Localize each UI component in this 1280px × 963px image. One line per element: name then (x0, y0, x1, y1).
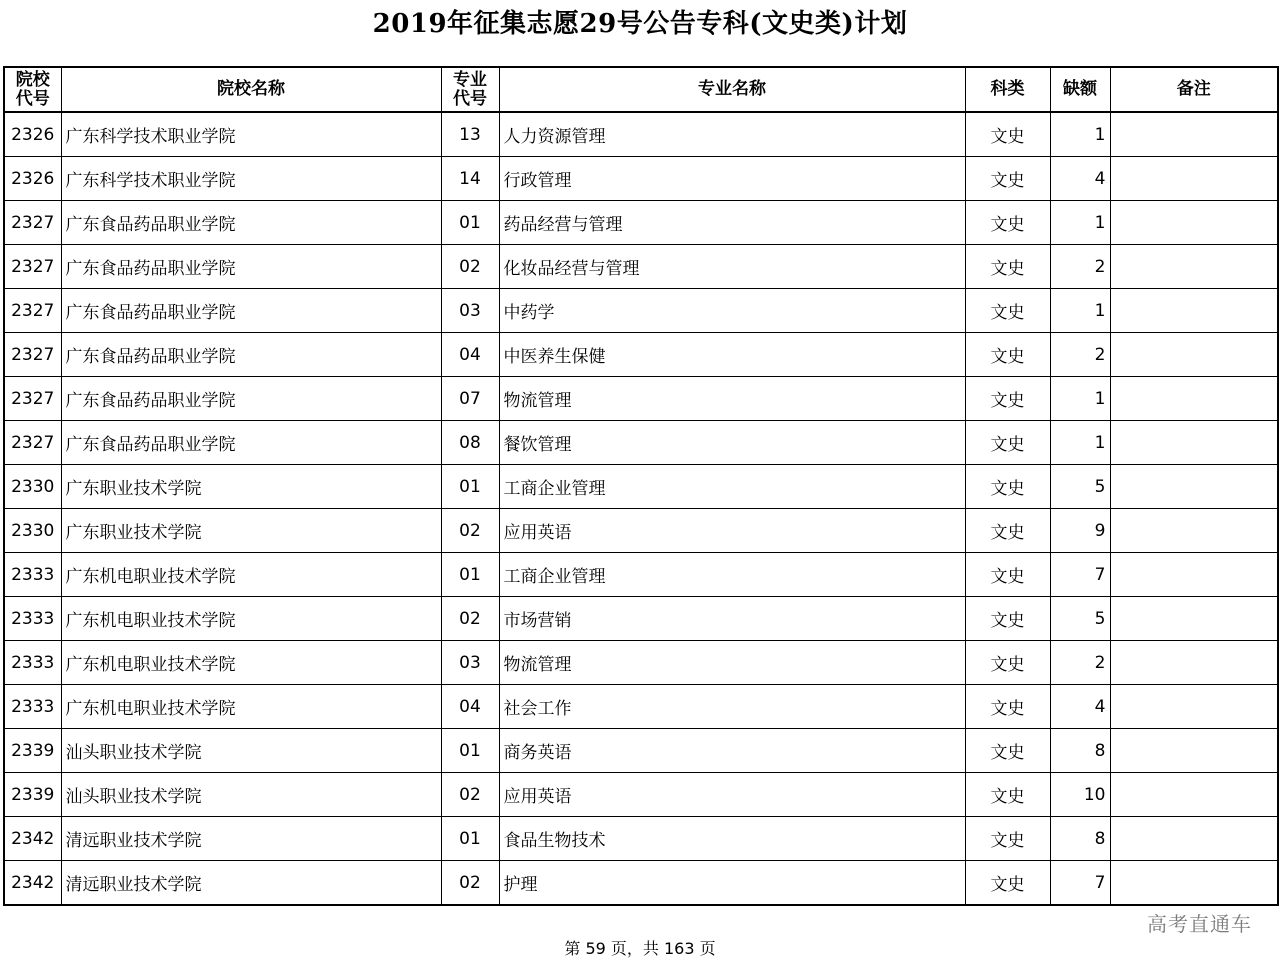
cell-major-name: 工商企业管理 (499, 465, 965, 509)
header-major-code (441, 67, 499, 112)
cell-major-name: 护理 (499, 861, 965, 906)
table-row (4, 465, 1278, 509)
cell-category: 文史 (965, 773, 1050, 817)
cell-category: 文史 (965, 553, 1050, 597)
cell-category: 文史 (965, 817, 1050, 861)
cell-quota: 7 (1050, 861, 1110, 906)
cell-major-name: 物流管理 (499, 641, 965, 685)
cell-note (1110, 597, 1278, 641)
cell-major-name: 行政管理 (499, 157, 965, 201)
cell-school-code: 2342 (4, 861, 61, 906)
table-row (4, 641, 1278, 685)
cell-category: 文史 (965, 157, 1050, 201)
cell-note (1110, 509, 1278, 553)
cell-major-name: 应用英语 (499, 773, 965, 817)
cell-note (1110, 333, 1278, 377)
table-row (4, 861, 1278, 906)
cell-quota: 1 (1050, 289, 1110, 333)
cell-quota: 5 (1050, 465, 1110, 509)
table-row (4, 421, 1278, 465)
cell-major-name: 中药学 (499, 289, 965, 333)
cell-school-code: 2333 (4, 685, 61, 729)
cell-school-name: 清远职业技术学院 (61, 861, 441, 906)
cell-note (1110, 729, 1278, 773)
cell-major-name: 物流管理 (499, 377, 965, 421)
header-school-code-label: 院校代号 (15, 69, 50, 109)
cell-note (1110, 201, 1278, 245)
cell-school-code: 2339 (4, 729, 61, 773)
table-row (4, 333, 1278, 377)
cell-major-name: 药品经营与管理 (499, 201, 965, 245)
cell-quota: 2 (1050, 333, 1110, 377)
cell-note (1110, 553, 1278, 597)
cell-major-name: 市场营销 (499, 597, 965, 641)
cell-school-name: 广东机电职业技术学院 (61, 641, 441, 685)
cell-school-code: 2326 (4, 112, 61, 157)
cell-school-code: 2330 (4, 465, 61, 509)
table-row (4, 245, 1278, 289)
cell-school-name: 广东机电职业技术学院 (61, 553, 441, 597)
table-row (4, 597, 1278, 641)
cell-major-name: 应用英语 (499, 509, 965, 553)
table-row (4, 377, 1278, 421)
cell-major-name: 社会工作 (499, 685, 965, 729)
cell-school-code: 2342 (4, 817, 61, 861)
cell-major-name: 商务英语 (499, 729, 965, 773)
table-row (4, 289, 1278, 333)
cell-quota: 1 (1050, 201, 1110, 245)
cell-school-name: 广东食品药品职业学院 (61, 421, 441, 465)
cell-major-code: 08 (441, 421, 499, 465)
cell-quota: 4 (1050, 157, 1110, 201)
cell-category: 文史 (965, 289, 1050, 333)
watermark-text: 高考直通车 (1147, 912, 1252, 936)
cell-quota: 2 (1050, 245, 1110, 289)
table-body (4, 112, 1278, 905)
cell-quota: 8 (1050, 817, 1110, 861)
cell-school-name: 汕头职业技术学院 (61, 729, 441, 773)
cell-major-code: 04 (441, 685, 499, 729)
cell-major-code: 01 (441, 553, 499, 597)
cell-major-name: 中医养生保健 (499, 333, 965, 377)
cell-category: 文史 (965, 112, 1050, 157)
cell-school-name: 广东职业技术学院 (61, 465, 441, 509)
cell-major-code: 03 (441, 641, 499, 685)
cell-major-code: 01 (441, 201, 499, 245)
cell-major-code: 02 (441, 861, 499, 906)
cell-school-code: 2333 (4, 553, 61, 597)
cell-major-name: 人力资源管理 (499, 112, 965, 157)
cell-category: 文史 (965, 421, 1050, 465)
cell-school-code: 2333 (4, 641, 61, 685)
cell-major-name: 化妆品经营与管理 (499, 245, 965, 289)
cell-note (1110, 641, 1278, 685)
cell-school-name: 广东机电职业技术学院 (61, 597, 441, 641)
cell-major-name: 餐饮管理 (499, 421, 965, 465)
page-title: 2019年征集志愿29号公告专科(文史类)计划 (372, 9, 908, 39)
cell-note (1110, 685, 1278, 729)
cell-category: 文史 (965, 377, 1050, 421)
cell-note (1110, 861, 1278, 906)
cell-quota: 9 (1050, 509, 1110, 553)
cell-quota: 8 (1050, 729, 1110, 773)
cell-note (1110, 377, 1278, 421)
header-category: 科类 (965, 67, 1050, 112)
table-row (4, 509, 1278, 553)
cell-school-name: 广东食品药品职业学院 (61, 333, 441, 377)
cell-note (1110, 817, 1278, 861)
cell-note (1110, 421, 1278, 465)
cell-major-code: 14 (441, 157, 499, 201)
page-number: 第 59 页，共 163 页 (564, 939, 716, 958)
cell-note (1110, 112, 1278, 157)
cell-major-code: 02 (441, 773, 499, 817)
table-row (4, 685, 1278, 729)
cell-school-name: 广东食品药品职业学院 (61, 245, 441, 289)
cell-school-name: 广东食品药品职业学院 (61, 377, 441, 421)
cell-major-code: 01 (441, 817, 499, 861)
cell-category: 文史 (965, 509, 1050, 553)
cell-note (1110, 245, 1278, 289)
cell-note (1110, 157, 1278, 201)
cell-school-code: 2327 (4, 377, 61, 421)
cell-school-name: 汕头职业技术学院 (61, 773, 441, 817)
cell-school-name: 广东机电职业技术学院 (61, 685, 441, 729)
table-header-row (4, 67, 1278, 112)
cell-major-code: 02 (441, 509, 499, 553)
cell-quota: 10 (1050, 773, 1110, 817)
cell-school-name: 清远职业技术学院 (61, 817, 441, 861)
cell-note (1110, 289, 1278, 333)
cell-major-code: 02 (441, 597, 499, 641)
header-quota: 缺额 (1050, 67, 1110, 112)
cell-school-name: 广东食品药品职业学院 (61, 289, 441, 333)
cell-major-code: 01 (441, 465, 499, 509)
header-note: 备注 (1110, 67, 1278, 112)
table-row (4, 817, 1278, 861)
cell-school-name: 广东食品药品职业学院 (61, 201, 441, 245)
cell-quota: 2 (1050, 641, 1110, 685)
cell-school-code: 2339 (4, 773, 61, 817)
cell-major-code: 07 (441, 377, 499, 421)
table-row (4, 201, 1278, 245)
cell-school-code: 2330 (4, 509, 61, 553)
cell-quota: 1 (1050, 112, 1110, 157)
cell-category: 文史 (965, 333, 1050, 377)
table-row (4, 157, 1278, 201)
table-row (4, 112, 1278, 157)
cell-major-code: 04 (441, 333, 499, 377)
cell-quota: 1 (1050, 421, 1110, 465)
cell-quota: 7 (1050, 553, 1110, 597)
enrollment-plan-table (3, 66, 1279, 906)
header-major-code-label: 专业代号 (453, 69, 487, 109)
cell-school-code: 2327 (4, 289, 61, 333)
cell-school-code: 2326 (4, 157, 61, 201)
cell-note (1110, 773, 1278, 817)
cell-school-code: 2333 (4, 597, 61, 641)
cell-category: 文史 (965, 597, 1050, 641)
cell-school-name: 广东职业技术学院 (61, 509, 441, 553)
header-school-code (4, 67, 61, 112)
cell-major-name: 工商企业管理 (499, 553, 965, 597)
cell-category: 文史 (965, 729, 1050, 773)
cell-category: 文史 (965, 245, 1050, 289)
cell-school-name: 广东科学技术职业学院 (61, 112, 441, 157)
cell-major-code: 01 (441, 729, 499, 773)
header-school-name: 院校名称 (61, 67, 441, 112)
cell-school-code: 2327 (4, 201, 61, 245)
cell-school-code: 2327 (4, 245, 61, 289)
cell-school-code: 2327 (4, 421, 61, 465)
cell-major-code: 02 (441, 245, 499, 289)
cell-category: 文史 (965, 465, 1050, 509)
header-major-name: 专业名称 (499, 67, 965, 112)
cell-quota: 4 (1050, 685, 1110, 729)
cell-note (1110, 465, 1278, 509)
cell-school-name: 广东科学技术职业学院 (61, 157, 441, 201)
cell-category: 文史 (965, 861, 1050, 906)
cell-quota: 1 (1050, 377, 1110, 421)
table-row (4, 729, 1278, 773)
cell-category: 文史 (965, 641, 1050, 685)
table-row (4, 553, 1278, 597)
cell-category: 文史 (965, 201, 1050, 245)
cell-category: 文史 (965, 685, 1050, 729)
cell-major-name: 食品生物技术 (499, 817, 965, 861)
cell-school-code: 2327 (4, 333, 61, 377)
cell-major-code: 13 (441, 112, 499, 157)
cell-major-code: 03 (441, 289, 499, 333)
cell-quota: 5 (1050, 597, 1110, 641)
table-row (4, 773, 1278, 817)
